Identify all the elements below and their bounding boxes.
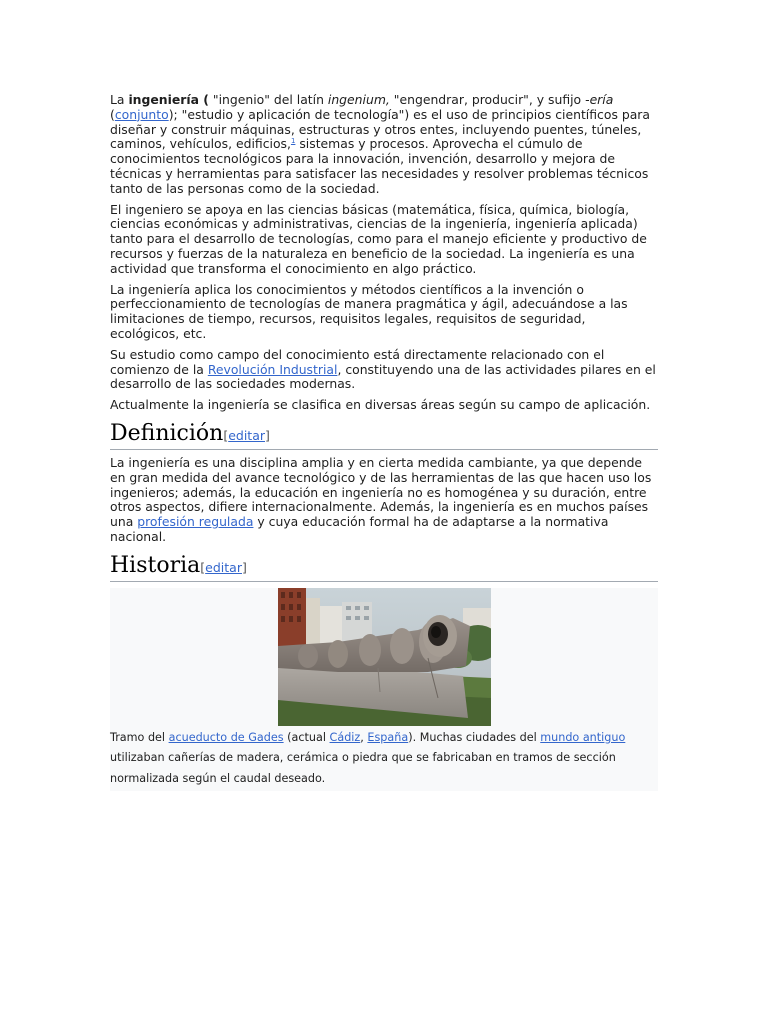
term-bold: ingeniería ( [128, 92, 209, 107]
text: ). Muchas ciudades del [408, 730, 541, 744]
bracket: ] [265, 427, 270, 443]
text: "ingenio" del latín [208, 92, 328, 107]
text: ); "estudio y aplicación de tecnología") es el uso de principios científicos para diseñar y construir máquinas, estructuras y otros entes, incluyendo puentes, túneles, caminos, vehículos, edificios, [110, 106, 650, 152]
text: utilizaban cañerías de madera, cerámica o piedra que se fabricaban en tramos de sección normalizada según el caudal deseado. [110, 751, 616, 785]
link-mundo-antiguo[interactable]: mundo antiguo [540, 730, 626, 744]
text: sistemas y procesos. Aprovecha el cúmulo de conocimientos tecnológicos para la innovación, invención, desarrollo y mejora de técnicas y herramientas para satisfacer las necesidades y resolver problemas técnicos tanto de las personas como de la sociedad. [110, 136, 649, 196]
heading-text: Historia [110, 552, 201, 578]
text: y cuya educación formal ha de adaptarse a la normativa nacional. [110, 514, 609, 544]
suffix-term: ería [589, 92, 614, 107]
edit-section [223, 428, 270, 443]
link-cadiz[interactable]: Cádiz [329, 730, 361, 744]
latin-term: ingenium, [327, 92, 390, 107]
edit-link-definicion[interactable]: editar [228, 427, 266, 443]
bracket: ] [241, 559, 247, 575]
edit-section [200, 560, 247, 575]
figure-acueducto [110, 588, 658, 792]
heading-text: Definición [110, 420, 224, 446]
link-espana[interactable]: España [367, 730, 409, 744]
text: , constituyendo una de las actividades pilares en el desarrollo de las sociedades modernas. [110, 361, 656, 392]
link-revolucion-industrial[interactable]: Revolución Industrial [207, 361, 338, 377]
reference-link-1[interactable]: 1 [290, 137, 296, 146]
section-heading-historia [110, 553, 658, 582]
figure-caption [110, 726, 658, 790]
text: Su estudio como campo del conocimiento está directamente relacionado con el comienzo de la [110, 346, 605, 377]
text: , [360, 730, 368, 744]
intro-paragraph-3: La ingeniería aplica los conocimientos y métodos científicos a la invención o perfeccionamiento de tecnologías de manera pragmática y ágil, adecuándose a las limitaciones de tiempo, recursos, requisitos legales, requisitos de seguridad, ecológicos, etc. [110, 281, 628, 341]
link-conjunto[interactable]: conjunto [114, 106, 169, 122]
bracket: [ [200, 559, 206, 575]
link-profesion-regulada[interactable]: profesión regulada [137, 514, 254, 530]
intro-paragraph-4 [110, 348, 658, 392]
text: La [110, 92, 129, 107]
intro-paragraph-2: El ingeniero se apoya en las ciencias básicas (matemática, física, química, biología, ciencias económicas y administrativas, ciencias de la ingeniería, ingeniería aplicada) tanto para el desarrollo de tecnologías, como para el manejo eficiente y productivo de recursos y fuerzas de la naturaleza en beneficio de la sociedad. La ingeniería es una actividad que transforma el conocimiento en algo práctico. [110, 201, 647, 276]
edit-link-historia[interactable]: editar [205, 559, 242, 575]
intro-paragraph-1 [110, 93, 658, 197]
text: Tramo del [110, 730, 169, 744]
intro-paragraph-5: Actualmente la ingeniería se clasifica en diversas áreas según su campo de aplicación. [110, 397, 651, 413]
definicion-paragraph [110, 456, 658, 545]
text: La ingeniería es una disciplina amplia y en cierta medida cambiante, ya que depende en gran medida del avance tecnológico y de las herramientas de las que hacen uso los ingenieros; además, la educación en ingeniería no es homogénea y su duración, entre otros aspectos, difiere internacionalmente. Además, la ingeniería es en muchos países una [110, 454, 652, 530]
article-body [110, 93, 658, 791]
text: ( [110, 106, 115, 122]
text: (actual [283, 730, 330, 744]
bracket: [ [223, 427, 229, 443]
aqueduct-photo[interactable] [278, 588, 491, 726]
text: "engendrar, producir", y sufijo - [389, 92, 590, 107]
link-acueducto-de-gades[interactable]: acueducto de Gades [168, 730, 284, 744]
section-heading-definicion [110, 421, 658, 450]
